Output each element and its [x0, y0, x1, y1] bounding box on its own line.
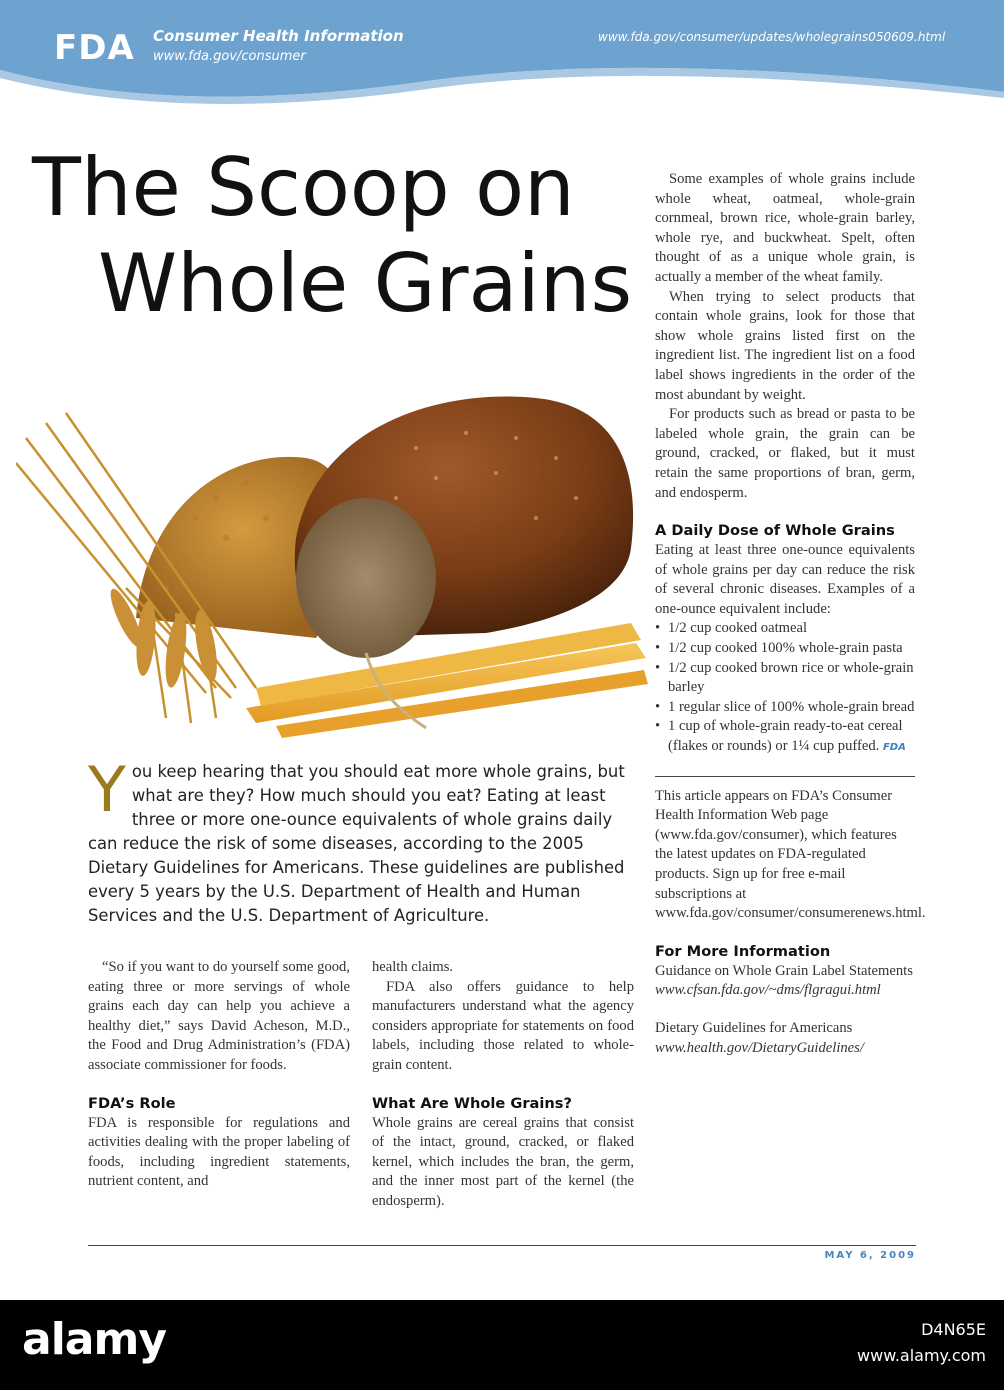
header-title: Consumer Health Information — [153, 27, 404, 45]
whole-grains-illustration — [16, 388, 650, 738]
heading-daily-dose: A Daily Dose of Whole Grains — [655, 522, 895, 540]
list-item: • 1/2 cup cooked 100% whole-grain pasta — [655, 639, 915, 659]
list-item — [655, 717, 915, 757]
stock-logo: alamy — [22, 1314, 166, 1365]
stock-image-id: D4N65E — [921, 1320, 986, 1339]
header-band — [0, 0, 1004, 110]
labeling-paragraph: For products such as bread or pasta to be labeled whole grain, the grain can be ground, cracked, or flaked, but it must retain the same proportions of bran, germ, and endosperm. — [655, 406, 915, 501]
guidance-paragraph: FDA also offers guidance to help manufacturers understand what the agency considers appropriate for statements on food labels, including those related to whole-grain content. — [372, 978, 634, 1073]
body-column-2 — [372, 958, 634, 1212]
role-paragraph: FDA is responsible for regulations and activities dealing with the proper labeling of foods, including ingredient statements, nutrient content, and — [88, 1114, 350, 1190]
intro-paragraph — [88, 753, 628, 928]
list-item: • 1/2 cup cooked oatmeal — [655, 619, 915, 639]
publication-date: MAY 6, 2009 — [824, 1250, 916, 1261]
header-wave-background — [0, 0, 1004, 110]
heading-fdas-role: FDA’s Role — [88, 1094, 176, 1112]
article-note: This article appears on FDA’s Consumer Health Information Web page (www.fda.gov/consumer), which features the latest updates on FDA-regulated products. Sign up for free e-mail subscriptions at www.fda.gov/consumer/consumerenews.html. — [655, 787, 926, 922]
pasta-bundle — [246, 623, 648, 738]
intro-text: ou keep hearing that you should eat more whole grains, but what are they? How much should you eat? Eating at least three or more one-ounce equivalents of whole grains daily can reduce the risk of some diseases, according to the 2005 Dietary Guidelines for Americans. These guidelines are published every 5 years by the U.S. Department of Health and Human Services and the U.S. Department of Agriculture. — [88, 762, 625, 925]
quote-paragraph: “So if you want to do yourself some good, eating three or more servings of whole grains each day can help you achieve a healthy diet,” says David Acheson, M.D., the Food and Drug Administration’s (FDA) associate commissioner for foods. — [88, 959, 350, 1073]
column-divider — [655, 776, 915, 777]
selection-paragraph: When trying to select products that contain whole grains, look for those that show whole grains listed first on the ingredient list. The ingredient list on a food label shows ingredients in the order of the most abundant by weight. — [655, 288, 915, 403]
page-title — [32, 140, 652, 332]
equivalents-list — [655, 619, 915, 757]
examples-paragraph: Some examples of whole grains include whole wheat, oatmeal, whole-grain cornmeal, brown rice, whole-grain barley, whole rye, and buckwheat. Spelt, often thought of as a unique whole grain, is actually a member of the wheat family. — [655, 171, 915, 285]
page-title-line2: Whole Grains — [98, 237, 633, 330]
daily-dose-paragraph: Eating at least three one-ounce equivalents of whole grains per day can reduce the risk of several chronic diseases. Examples of a one-ounce equivalent include: — [655, 542, 915, 617]
bread-slice-face — [296, 498, 436, 658]
page-title-line1: The Scoop on — [32, 141, 575, 234]
reference-1-title: Guidance on Whole Grain Label Statements — [655, 962, 913, 979]
drop-cap: Y — [88, 753, 126, 826]
reference-2-url[interactable]: www.health.gov/DietaryGuidelines/ — [655, 1039, 864, 1056]
body-column-1 — [88, 958, 350, 1192]
footer-rule — [88, 1245, 916, 1246]
claims-continued: health claims. — [372, 959, 454, 975]
definition-paragraph: Whole grains are cereal grains that consist of the intact, ground, cracked, or flaked kernel, which includes the bran, the germ, and the inner most part of the kernel (the endosperm). — [372, 1114, 634, 1209]
list-item-text: 1 cup of whole-grain ready-to-eat cereal (flakes or rounds) or 1¼ cup puffed. — [668, 718, 903, 755]
reference-1-url[interactable]: www.cfsan.fda.gov/~dms/flgragui.html — [655, 982, 881, 999]
heading-what-are-whole-grains: What Are Whole Grains? — [372, 1094, 572, 1112]
header-site: www.fda.gov/consumer — [153, 49, 306, 64]
reference-2-title: Dietary Guidelines for Americans — [655, 1019, 853, 1036]
list-item: • 1 regular slice of 100% whole-grain bread — [655, 698, 915, 718]
fda-logo: FDA — [54, 28, 135, 68]
fda-end-mark: FDA — [882, 742, 906, 754]
stock-url: www.alamy.com — [857, 1346, 986, 1365]
body-column-3 — [655, 170, 926, 1058]
list-item: • 1/2 cup cooked brown rice or whole-grain barley — [655, 659, 915, 698]
heading-more-information: For More Information — [655, 942, 831, 960]
header-url: www.fda.gov/consumer/updates/wholegrains050609.html — [598, 30, 946, 44]
